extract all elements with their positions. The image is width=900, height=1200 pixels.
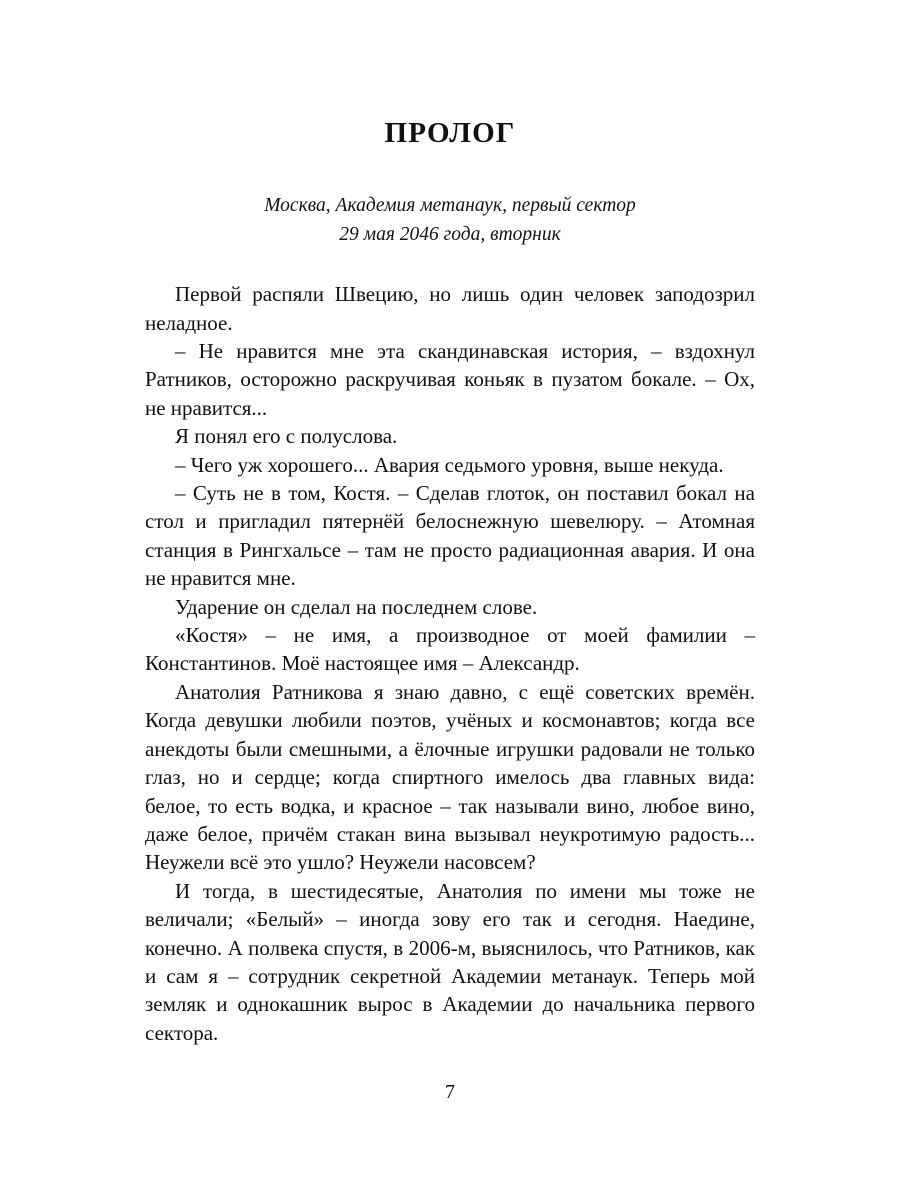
body-paragraph: – Не нравится мне эта скандинавская история, – вздохнул Ратников, осторожно раскручивая коньяк в пузатом бокале. – Ох, не нравится... — [145, 339, 755, 420]
text-column — [145, 0, 755, 1047]
chapter-title: ПРОЛОГ — [384, 117, 516, 149]
body-paragraph: – Чего уж хорошего... Авария седьмого уровня, выше некуда. — [175, 452, 724, 477]
body-paragraph: – Суть не в том, Костя. – Сделав глоток, он поставил бокал на стол и пригладил пятернёй белоснежную шевелюру. – Атомная станция в Рингхальсе – там не просто радиационная авария. И она не нравится мне. — [145, 481, 755, 591]
epigraph-line-date: 29 мая 2046 года, вторник — [339, 223, 561, 245]
epigraph-line-location: Москва, Академия метанаук, первый сектор — [264, 194, 636, 216]
body-paragraph: «Костя» – не имя, а производное от моей фамилии – Константинов. Моё настоящее имя – Александр. — [145, 623, 755, 676]
page-number: 7 — [445, 1081, 455, 1103]
epigraph — [145, 150, 755, 249]
body-text — [145, 249, 755, 1047]
body-paragraph: И тогда, в шестидесятые, Анатолия по имени мы тоже не величали; «Белый» – иногда зову его так и сегодня. Наедине, конечно. А полвека спустя, в 2006-м, выяснилось, что Ратников, как и сам я – сотрудник секретной Академии метанаук. Теперь мой земляк и однокашник вырос в Академии до начальника первого сектора. — [145, 878, 755, 1045]
body-paragraph: Первой распяли Швецию, но лишь один человек заподозрил неладное. — [145, 282, 755, 335]
body-paragraph: Анатолия Ратникова я знаю давно, с ещё советских времён. Когда девушки любили поэтов, учёных и космонавтов; когда все анекдоты были смешными, а ёлочные игрушки радовали не только глаз, но и сердце; когда спиртного имелось два главных вида: белое, то есть водка, и красное – так называли вино, любое вино, даже белое, причём стакан вина вызывал неукротимую радость... Неужели всё это ушло? Неужели насовсем? — [145, 679, 755, 875]
body-paragraph: Ударение он сделал на последнем слове. — [175, 594, 538, 619]
body-paragraph: Я понял его с полуслова. — [175, 424, 398, 449]
